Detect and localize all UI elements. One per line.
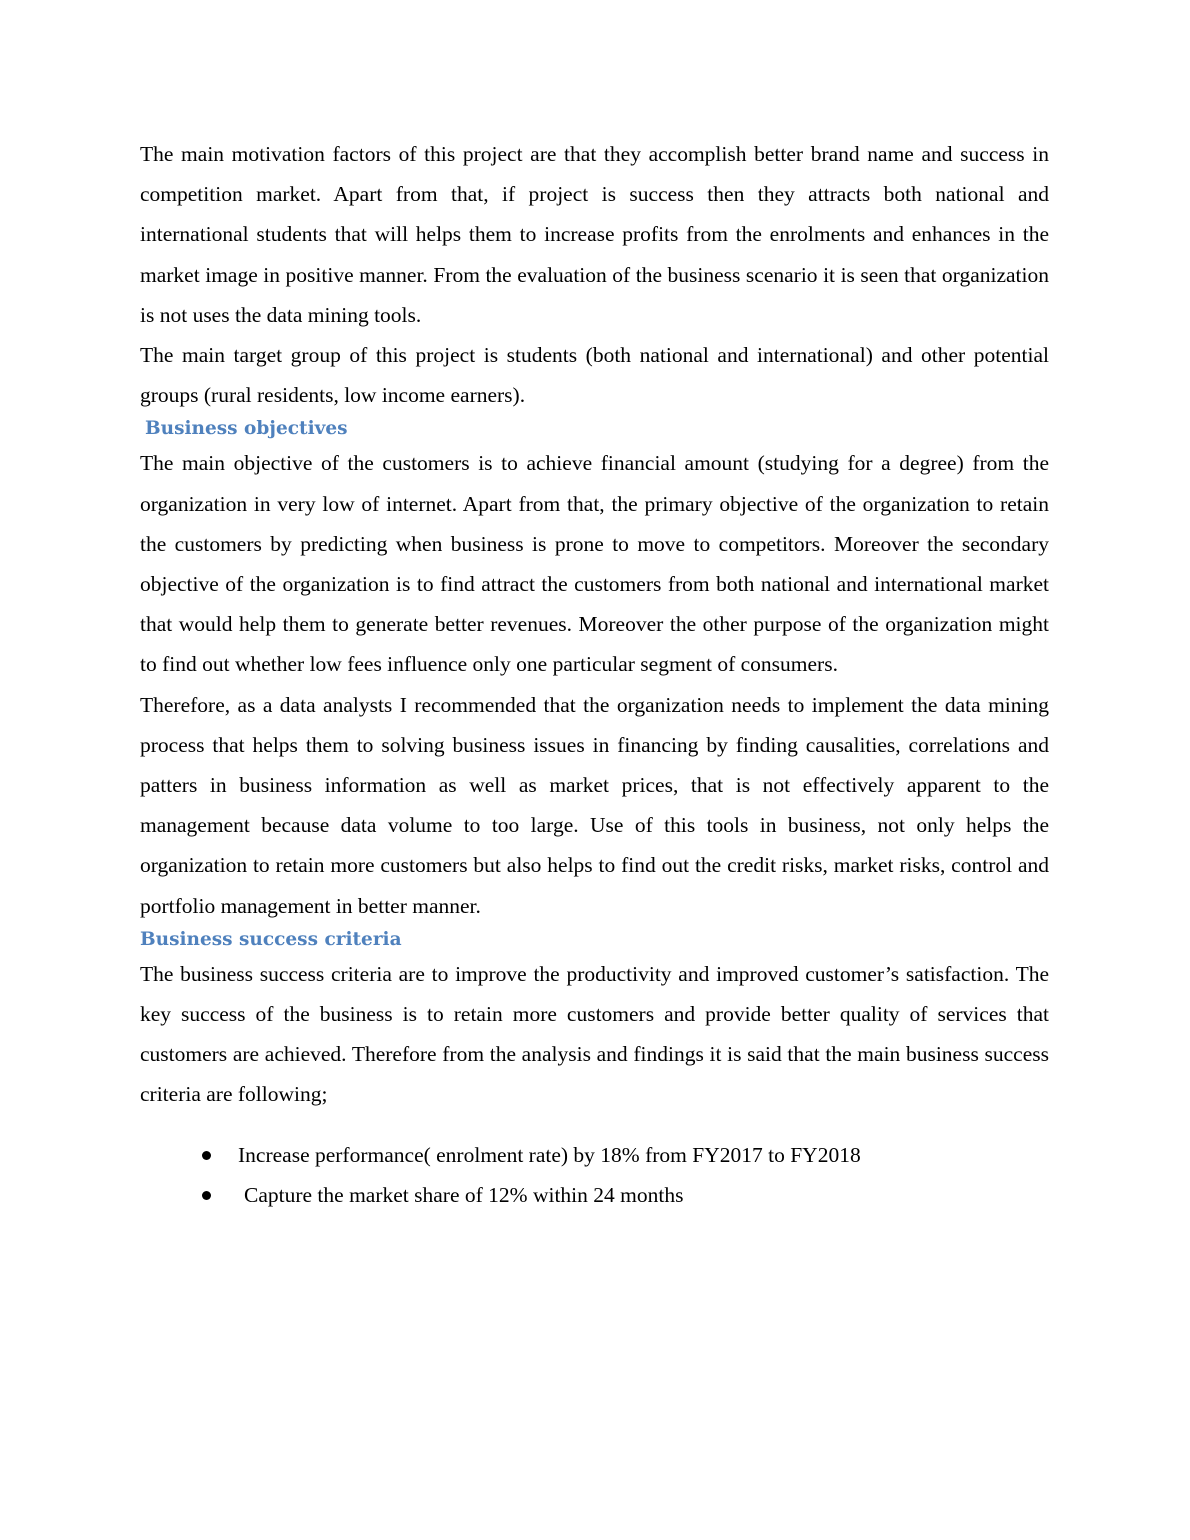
list-item-text: Capture the market share of 12% within 24 months (244, 1182, 684, 1207)
business-success-criteria-heading: Business success criteria (140, 928, 402, 950)
bullet-icon (202, 1191, 211, 1200)
business-success-criteria-paragraph: The business success criteria are to improve the productivity and improved customer’s satisfaction. The key success of the business is to retain more customers and provide better quality of services that customers are achieved. Therefore from the analysis and findings it is said that the main business success criteria are following; (140, 961, 1049, 1107)
success-criteria-list (140, 1135, 1049, 1215)
list-item-text: Increase performance( enrolment rate) by 18% from FY2017 to FY2018 (238, 1142, 861, 1167)
business-objectives-paragraph-1: The main objective of the customers is to achieve financial amount (studying for a degree) from the organization in very low of internet. Apart from that, the primary objective of the organization to retain the customers by predicting when business is prone to move to competitors. Moreover the secondary objective of the organization is to find attract the customers from both national and international market that would help them to generate better revenues. Moreover the other purpose of the organization might to find out whether low fees influence only one particular segment of consumers. (140, 451, 1049, 677)
list-item (140, 1135, 1049, 1175)
document-page (140, 134, 1049, 1215)
business-objectives-paragraph-2: Therefore, as a data analysts I recommended that the organization needs to implement the data mining process that helps them to solving business issues in financing by finding causalities, correlations and patters in business information as well as market prices, that is not effectively apparent to the management because data volume to too large. Use of this tools in business, not only helps the organization to retain more customers but also helps to find out the credit risks, market risks, control and portfolio management in better manner. (140, 692, 1049, 918)
bullet-icon (202, 1151, 211, 1160)
motivation-paragraph: The main motivation factors of this project are that they accomplish better brand name and success in competition market. Apart from that, if project is success then they attracts both national and international students that will helps them to increase profits from the enrolments and enhances in the market image in positive manner. From the evaluation of the business scenario it is seen that organization is not uses the data mining tools. (140, 142, 1049, 327)
target-group-paragraph: The main target group of this project is students (both national and international) and other potential groups (rural residents, low income earners). (140, 343, 1049, 408)
business-objectives-heading: Business objectives (145, 418, 348, 440)
list-item (140, 1175, 1049, 1215)
